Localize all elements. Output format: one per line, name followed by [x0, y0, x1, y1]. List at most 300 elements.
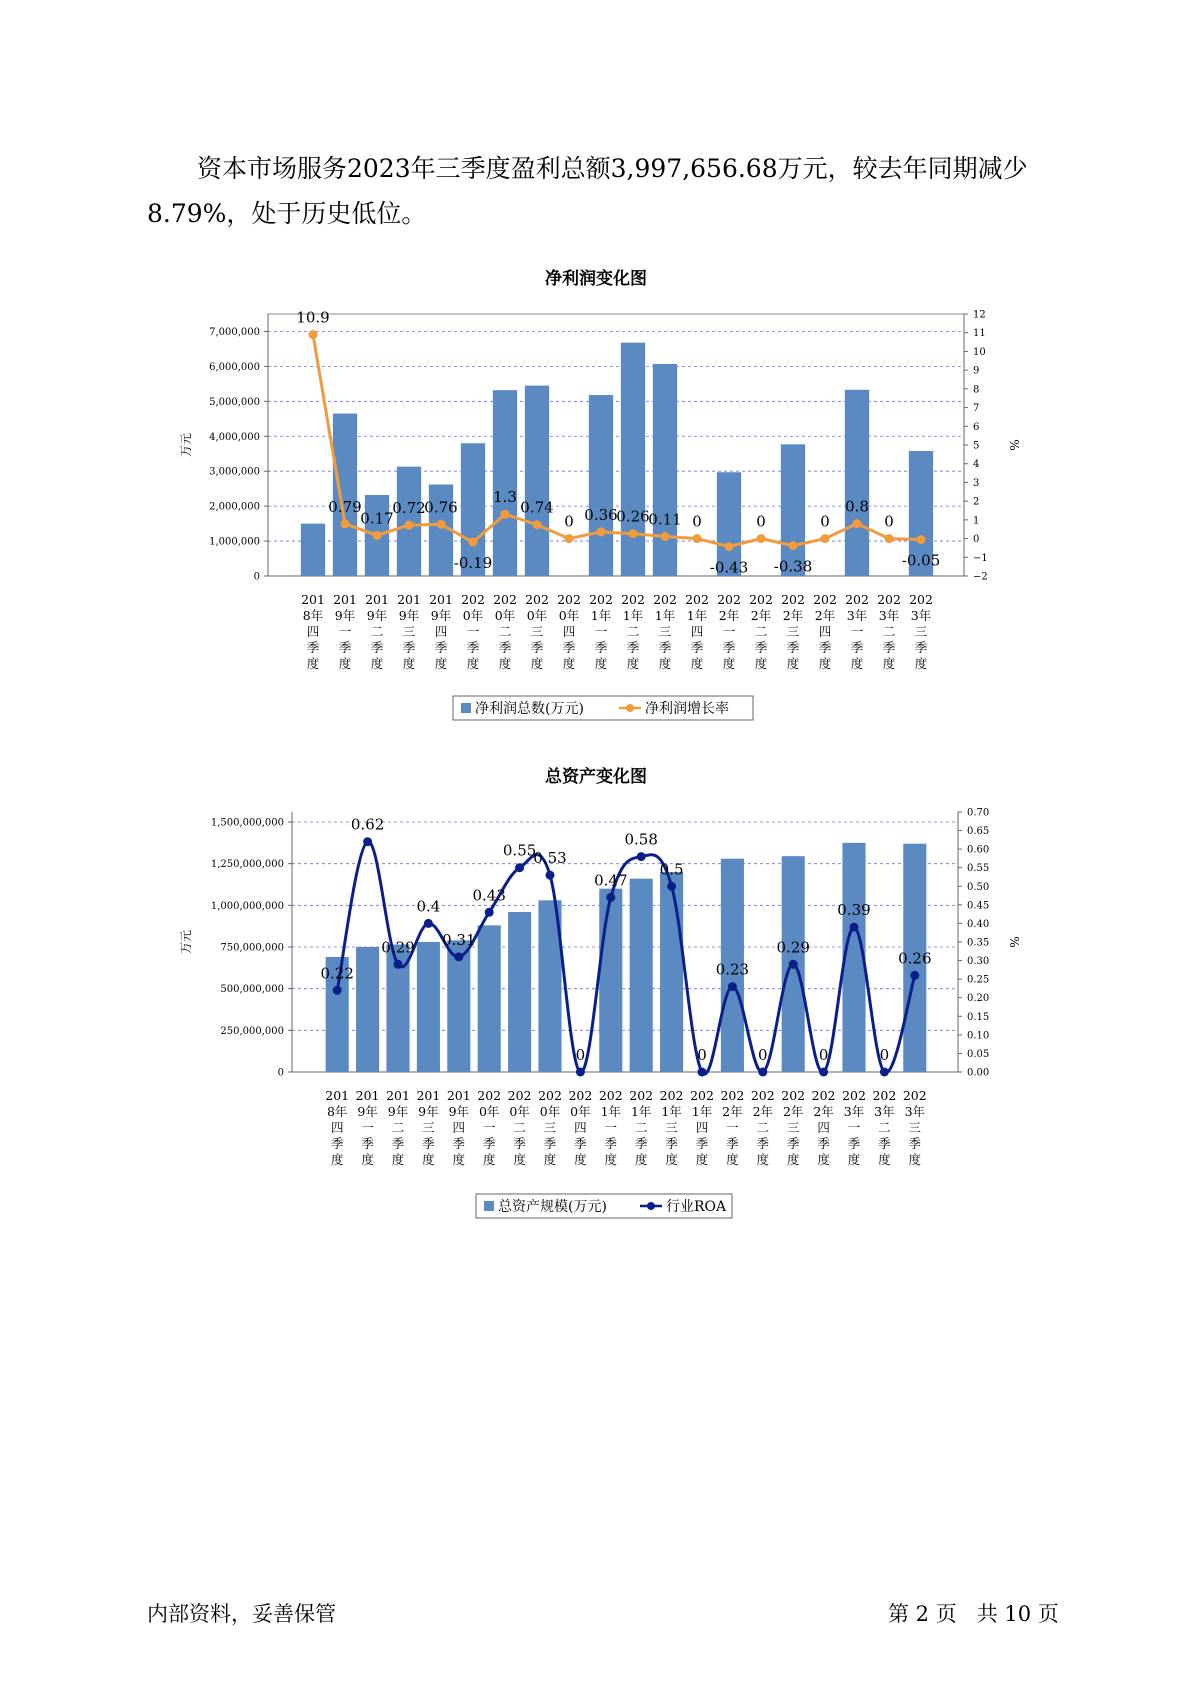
x-tick-label-line: 2年	[722, 1104, 743, 1119]
line-point	[910, 971, 919, 980]
x-tick-label-line: 度	[882, 656, 896, 671]
x-tick-label-line: 二	[634, 1120, 648, 1135]
line-point	[546, 871, 555, 880]
x-tick-label-line: 1年	[661, 1104, 682, 1119]
x-tick-label-line: 202	[781, 592, 805, 607]
data-label: 0.72	[392, 499, 426, 518]
x-tick-label-line: 度	[665, 1152, 678, 1167]
x-tick-label-line: 度	[370, 656, 384, 671]
x-tick-label-line: 季	[391, 1136, 405, 1151]
data-label: 0.4	[416, 897, 441, 916]
x-tick-label-line: 季	[422, 1136, 435, 1151]
x-tick-label-line: 度	[850, 656, 864, 671]
x-tick-label-line: 202	[621, 592, 645, 607]
x-tick-label	[429, 592, 453, 671]
data-label: 0	[697, 1046, 707, 1064]
x-tick-label-line: 季	[722, 640, 736, 655]
y2-tick-label: 6	[973, 421, 980, 433]
line-point	[789, 960, 798, 969]
y2-tick-label: 11	[973, 328, 986, 340]
x-tick-label-line: 季	[756, 1136, 770, 1151]
data-label: 0	[564, 512, 574, 531]
line-point	[789, 541, 798, 550]
x-tick-label-line: 202	[461, 592, 485, 607]
x-tick-label-line: 2年	[750, 608, 772, 623]
y2-tick-label: −2	[973, 571, 988, 583]
x-tick-label-line: 201	[397, 592, 421, 607]
x-tick-label-line: 202	[877, 592, 901, 607]
x-tick-label-line: 二	[756, 1120, 770, 1135]
y2-tick-label: 0.25	[967, 974, 990, 986]
x-tick-label-line: 2年	[718, 608, 740, 623]
x-tick-label	[660, 1088, 684, 1167]
line-point	[373, 531, 382, 540]
x-tick-label-line: 2年	[782, 1104, 804, 1119]
data-label: 0	[820, 512, 830, 531]
x-tick-label-line: 一	[482, 1120, 496, 1135]
data-label: 0.11	[648, 510, 682, 529]
x-tick-label-line: 202	[493, 592, 517, 607]
bar	[478, 925, 501, 1072]
x-tick-label-line: 度	[756, 1152, 770, 1167]
x-tick-label-line: 度	[530, 656, 544, 671]
x-tick-label	[599, 1088, 623, 1167]
x-tick-label-line: 季	[690, 640, 704, 655]
x-tick-label-line: 二	[878, 1120, 891, 1135]
y-tick-label: 1,000,000	[209, 536, 260, 548]
x-tick-label-line: 1年	[630, 1104, 652, 1119]
x-tick-label-line: 度	[330, 1152, 344, 1167]
line-point	[693, 534, 702, 543]
x-tick-label-line: 202	[507, 1088, 532, 1103]
x-tick-label-line: 度	[722, 656, 736, 671]
y-tick-label: 4,000,000	[209, 431, 260, 443]
line-point	[597, 527, 606, 536]
x-tick-label-line: 季	[914, 640, 928, 655]
x-tick-label-line: 三	[530, 624, 544, 639]
x-tick-label-line: 三	[422, 1120, 435, 1135]
line-point	[341, 519, 350, 528]
line-point	[850, 923, 859, 932]
x-tick-label-line: 0年	[509, 1104, 530, 1119]
x-tick-label-line: 一	[361, 1120, 374, 1135]
line-point	[394, 960, 403, 969]
y-tick-label: 3,000,000	[209, 466, 260, 478]
x-tick-label-line: 度	[690, 656, 704, 671]
y2-tick-label: 0.40	[967, 918, 990, 930]
y-tick-label: 7,000,000	[209, 326, 260, 338]
bar	[845, 390, 869, 576]
x-tick-label-line: 0年	[494, 608, 516, 623]
x-tick-label-line: 8年	[302, 608, 324, 623]
x-tick-label-line: 度	[361, 1152, 374, 1167]
data-label: 0	[756, 512, 766, 531]
x-tick-label-line: 3年	[904, 1104, 926, 1119]
x-tick-label-line: 二	[626, 624, 640, 639]
x-tick-label-line: 季	[530, 640, 544, 655]
data-label: 1.3	[493, 488, 517, 507]
x-tick-label-line: 201	[301, 592, 325, 607]
x-tick-label-line: 季	[402, 640, 416, 655]
x-tick-label-line: 一	[847, 1120, 861, 1135]
line-point	[758, 1068, 767, 1077]
x-tick-label	[781, 1088, 805, 1167]
x-tick-label-line: 1年	[654, 608, 676, 623]
x-tick-label-line: 季	[908, 1136, 922, 1151]
y2-tick-label: 0.60	[967, 844, 990, 856]
x-tick-label-line: 9年	[357, 1104, 378, 1119]
x-tick-label-line: 202	[477, 1088, 502, 1103]
x-tick-label-line: 201	[386, 1088, 410, 1103]
x-tick-label-line: 二	[513, 1120, 526, 1135]
x-tick-label-line: 季	[562, 640, 576, 655]
x-tick-label-line: 季	[482, 1136, 496, 1151]
line-point	[424, 919, 433, 928]
bar	[493, 390, 517, 576]
x-tick-label	[872, 1088, 896, 1167]
line-point	[853, 519, 862, 528]
x-tick-label	[568, 1088, 592, 1167]
y-tick-label: 0	[253, 571, 260, 583]
y2-tick-label: 2	[973, 496, 980, 508]
legend-label: 总资产规模(万元)	[498, 1199, 607, 1215]
x-tick-label-line: 202	[811, 1088, 836, 1103]
line-point	[728, 982, 737, 991]
y-tick-label: 1,000,000,000	[210, 900, 284, 912]
x-tick-label	[903, 1088, 927, 1167]
x-tick-label-line: 度	[817, 1152, 830, 1167]
x-tick-label-line: 0年	[526, 608, 548, 623]
data-label: 0.47	[594, 871, 628, 890]
x-tick-label-line: 3年	[843, 1104, 865, 1119]
x-tick-label-line: 季	[626, 640, 640, 655]
x-tick-label	[538, 1088, 562, 1167]
data-label: 0	[884, 512, 894, 531]
x-tick-label-line: 度	[818, 656, 832, 671]
legend-label: 行业ROA	[666, 1199, 727, 1215]
x-tick-label	[557, 592, 581, 671]
x-tick-label-line: 2年	[752, 1104, 774, 1119]
y2-tick-label: 0.55	[967, 863, 990, 875]
line-point	[917, 535, 926, 544]
x-tick-label-line: 度	[786, 656, 800, 671]
x-tick-label-line: 季	[882, 640, 896, 655]
x-tick-label-line: 度	[754, 656, 768, 671]
y2-axis-label: %	[1007, 936, 1021, 948]
x-tick-label-line: 三	[914, 624, 928, 639]
x-tick-label	[621, 592, 645, 671]
legend-swatch-point	[626, 704, 634, 712]
chart-title: 总资产变化图	[545, 767, 647, 787]
line-point	[667, 882, 676, 891]
x-tick-label	[749, 592, 773, 671]
x-tick-label	[416, 1088, 440, 1167]
x-tick-label-line: 一	[466, 624, 480, 639]
x-tick-label-line: 度	[498, 656, 512, 671]
x-tick-label-line: 201	[333, 592, 357, 607]
x-tick-label-line: 季	[466, 640, 480, 655]
x-tick-label-line: 度	[786, 1152, 800, 1167]
x-tick-label	[813, 592, 837, 671]
y2-tick-label: 10	[973, 346, 986, 358]
x-tick-label-line: 202	[589, 592, 613, 607]
x-tick-label-line: 202	[690, 1088, 714, 1103]
x-tick-label-line: 二	[754, 624, 768, 639]
x-tick-label-line: 202	[525, 592, 549, 607]
line-point	[629, 529, 638, 538]
x-tick-label-line: 季	[338, 640, 352, 655]
data-label: 0.53	[533, 849, 567, 868]
x-tick-label-line: 度	[626, 656, 640, 671]
data-label: 0.29	[776, 938, 810, 957]
data-label: 0.5	[659, 860, 684, 879]
x-tick-label-line: 季	[604, 1136, 618, 1151]
line-point	[885, 534, 894, 543]
data-label: 0.22	[320, 964, 354, 983]
data-label: 0.74	[520, 498, 554, 517]
x-tick-label-line: 季	[574, 1136, 587, 1151]
x-tick-label-line: 1年	[691, 1104, 713, 1119]
data-label: -0.05	[901, 551, 941, 570]
x-tick-label-line: 度	[434, 656, 448, 671]
x-tick-label-line: 季	[695, 1136, 709, 1151]
bar	[525, 386, 549, 576]
summary-text: 资本市场服务2023年三季度盈利总额3,997,656.68万元，较去年同期减少8.79%，处于历史低位。	[147, 154, 1028, 228]
net-profit-chart	[0, 262, 1191, 722]
bar	[781, 444, 805, 576]
y2-tick-label: 0.20	[967, 993, 990, 1005]
data-label: 0.26	[616, 507, 650, 526]
x-tick-label-line: 四	[562, 624, 576, 639]
x-tick-label-line: 201	[355, 1088, 380, 1103]
data-label: 0.55	[502, 841, 537, 860]
x-tick-label-line: 2年	[813, 1104, 834, 1119]
x-tick-label-line: 季	[786, 1136, 800, 1151]
x-tick-label	[301, 592, 325, 671]
x-tick-label-line: 季	[754, 640, 768, 655]
x-tick-label-line: 9年	[387, 1104, 409, 1119]
bar	[301, 524, 325, 576]
y2-tick-label: 0.35	[967, 937, 990, 949]
y2-tick-label: 0.45	[967, 900, 990, 912]
x-tick-label	[447, 1088, 471, 1167]
x-tick-label-line: 202	[659, 1088, 684, 1103]
line-point	[309, 330, 318, 339]
x-tick-label-line: 9年	[418, 1104, 439, 1119]
x-tick-label-line: 四	[574, 1120, 587, 1135]
x-tick-label	[629, 1088, 653, 1167]
y2-tick-label: 9	[973, 365, 980, 377]
x-tick-label	[717, 592, 741, 671]
data-label: 0.26	[898, 949, 932, 968]
x-tick-label-line: 0年	[570, 1104, 591, 1119]
data-label: 0	[818, 1046, 829, 1064]
data-label: 0.31	[442, 930, 476, 949]
x-tick-label	[842, 1088, 866, 1167]
y2-tick-label: 0.00	[967, 1067, 990, 1079]
bar	[621, 343, 645, 576]
x-tick-label-line: 1年	[622, 608, 644, 623]
x-tick-label-line: 一	[594, 624, 608, 639]
x-tick-label-line: 202	[842, 1088, 866, 1103]
x-tick-label-line: 度	[634, 1152, 648, 1167]
x-tick-label-line: 202	[598, 1088, 623, 1103]
y2-tick-label: 0.10	[967, 1030, 990, 1042]
x-tick-label-line: 三	[908, 1120, 922, 1135]
line-point	[821, 534, 830, 543]
chart-svg	[0, 760, 1191, 1220]
x-tick-label-line: 季	[330, 1136, 344, 1151]
x-tick-label-line: 度	[402, 656, 416, 671]
footer-total-pages: 共 10 页	[976, 1602, 1059, 1626]
line-point	[819, 1068, 828, 1077]
x-tick-label-line: 202	[557, 592, 581, 607]
x-tick-label	[397, 592, 421, 671]
x-tick-label-line: 3年	[846, 608, 868, 623]
line-point	[565, 534, 574, 543]
x-tick-label-line: 季	[634, 1136, 648, 1151]
x-tick-label-line: 一	[726, 1120, 739, 1135]
x-tick-label	[751, 1088, 775, 1167]
x-tick-label	[685, 592, 709, 671]
x-tick-label-line: 202	[909, 592, 933, 607]
x-tick-label	[720, 1088, 744, 1167]
x-tick-label-line: 三	[786, 1120, 800, 1135]
legend-swatch-bar	[484, 1201, 494, 1211]
x-tick-label-line: 202	[749, 592, 773, 607]
x-tick-label-line: 201	[365, 592, 389, 607]
y2-tick-label: 7	[973, 403, 980, 415]
y2-tick-label: 0.15	[967, 1011, 990, 1023]
y2-tick-label: 3	[973, 477, 980, 489]
line-point	[363, 837, 372, 846]
data-label: 0.23	[715, 960, 750, 979]
y2-tick-label: 4	[973, 459, 980, 471]
x-tick-label-line: 四	[695, 1120, 709, 1135]
footer-confidential: 内部资料，妥善保管	[147, 1602, 336, 1626]
x-tick-label	[812, 1088, 836, 1167]
x-tick-label-line: 度	[562, 656, 576, 671]
x-tick-label-line: 2年	[814, 608, 836, 623]
line-point	[661, 532, 670, 541]
line-point	[606, 893, 615, 902]
x-tick-label	[781, 592, 805, 671]
x-tick-label-line: 季	[850, 640, 864, 655]
line-point	[437, 520, 446, 529]
x-tick-label	[477, 1088, 501, 1167]
x-tick-label-line: 一	[338, 624, 352, 639]
x-tick-label-line: 度	[482, 1152, 496, 1167]
x-tick-label	[845, 592, 869, 671]
x-tick-label-line: 1年	[600, 1104, 622, 1119]
line-point	[515, 863, 524, 872]
legend-label: 净利润总数(万元)	[475, 701, 584, 717]
x-tick-label-line: 度	[574, 1152, 587, 1167]
data-label: -0.43	[709, 558, 749, 577]
x-tick-label	[909, 592, 933, 671]
data-label: 0.29	[381, 938, 415, 957]
y-tick-label: 2,000,000	[209, 501, 260, 513]
x-tick-label-line: 三	[402, 624, 416, 639]
x-tick-label-line: 三	[658, 624, 672, 639]
x-tick-label-line: 季	[361, 1136, 374, 1151]
x-tick-label-line: 季	[498, 640, 512, 655]
x-tick-label-line: 四	[817, 1120, 830, 1135]
footer-page-number: 第 2 页	[888, 1602, 957, 1626]
y-tick-label: 6,000,000	[209, 361, 260, 373]
y2-tick-label: 0.65	[967, 826, 990, 838]
x-tick-label-line: 季	[665, 1136, 678, 1151]
y2-tick-label: 0.50	[967, 881, 990, 893]
x-tick-label-line: 季	[434, 640, 448, 655]
x-tick-label-line: 季	[513, 1136, 526, 1151]
x-tick-label-line: 202	[872, 1088, 897, 1103]
x-tick-label-line: 201	[325, 1088, 350, 1103]
x-tick-label-line: 季	[847, 1136, 861, 1151]
line-point	[533, 520, 542, 529]
y-tick-label: 250,000,000	[220, 1025, 284, 1037]
x-tick-label-line: 度	[726, 1152, 739, 1167]
x-tick-label-line: 一	[722, 624, 736, 639]
line-point	[637, 852, 646, 861]
x-tick-label	[877, 592, 901, 671]
bar	[508, 912, 531, 1072]
x-tick-label-line: 9年	[398, 608, 420, 623]
y2-tick-label: 12	[973, 309, 986, 321]
x-tick-label-line: 季	[543, 1136, 557, 1151]
x-tick-label-line: 季	[818, 640, 832, 655]
y2-tick-label: −1	[973, 552, 988, 564]
bar	[660, 872, 683, 1072]
x-tick-label-line: 2年	[782, 608, 804, 623]
x-tick-label-line: 度	[452, 1152, 466, 1167]
y-tick-label: 5,000,000	[209, 396, 260, 408]
legend-label: 净利润增长率	[645, 701, 729, 717]
bar	[599, 889, 622, 1072]
y-tick-label: 1,250,000,000	[210, 859, 284, 871]
data-label: 0	[879, 1046, 890, 1064]
x-tick-label-line: 度	[594, 656, 608, 671]
x-tick-label-line: 四	[690, 624, 704, 639]
x-tick-label-line: 季	[370, 640, 384, 655]
x-tick-label-line: 度	[847, 1152, 861, 1167]
x-tick-label	[589, 592, 613, 671]
x-tick-label-line: 度	[695, 1152, 709, 1167]
x-tick-label-line: 1年	[590, 608, 612, 623]
line-point	[576, 1068, 585, 1077]
x-tick-label	[690, 1088, 714, 1167]
x-tick-label-line: 度	[908, 1152, 922, 1167]
line-point	[757, 534, 766, 543]
legend	[453, 696, 753, 720]
x-tick-label	[356, 1088, 380, 1167]
line-point	[725, 542, 734, 551]
data-label: 0.76	[424, 498, 458, 517]
x-tick-label-line: 8年	[326, 1104, 348, 1119]
y2-tick-label: 1	[973, 515, 980, 527]
x-tick-label-line: 季	[658, 640, 672, 655]
legend-swatch-bar	[461, 703, 471, 713]
x-tick-label	[365, 592, 389, 671]
x-tick-label-line: 三	[665, 1120, 678, 1135]
line-point	[501, 510, 510, 519]
legend-swatch-point	[647, 1202, 655, 1210]
y2-tick-label: 5	[973, 440, 980, 452]
x-tick-label-line: 3年	[910, 608, 932, 623]
data-label: 10.9	[296, 308, 330, 327]
line-point	[880, 1068, 889, 1077]
x-tick-label-line: 四	[434, 624, 448, 639]
